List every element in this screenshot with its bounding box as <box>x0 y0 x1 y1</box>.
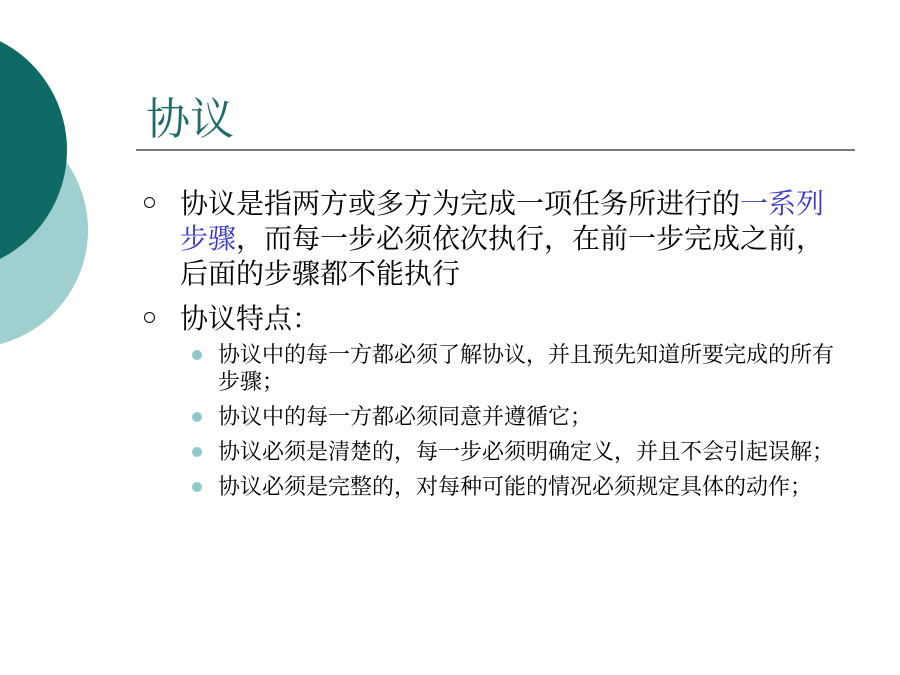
feature-item <box>142 342 838 396</box>
features-heading: 协议特点： <box>180 302 321 335</box>
feature-item <box>142 439 838 466</box>
slide-content <box>142 186 852 509</box>
title-divider <box>136 149 855 151</box>
feature-text: 协议必须是完整的，对每种可能的情况必须规定具体的动作； <box>218 475 813 500</box>
feature-text: 协议中的每一方都必须同意并遵循它； <box>218 405 593 430</box>
dot-bullet-icon <box>192 350 202 360</box>
dot-bullet-icon <box>192 482 202 492</box>
bullet-features <box>142 301 852 336</box>
feature-item <box>142 474 838 501</box>
definition-text-start: 协议是指两方或多方为完成一项任务所进行的 <box>180 187 741 220</box>
hollow-circle-bullet-icon <box>144 312 155 323</box>
dot-bullet-icon <box>192 412 202 422</box>
slide-title: 协议 <box>146 94 234 145</box>
dot-bullet-icon <box>192 447 202 457</box>
bullet-definition <box>142 186 852 291</box>
definition-highlight: 一系列步骤 <box>180 187 825 255</box>
hollow-circle-bullet-icon <box>144 197 155 208</box>
feature-item <box>142 404 838 431</box>
feature-text: 协议必须是清楚的，每一步必须明确定义，并且不会引起误解； <box>218 440 835 465</box>
definition-text-end: ，而每一步必须依次执行，在前一步完成之前，后面的步骤都不能执行 <box>180 222 825 290</box>
feature-text: 协议中的每一方都必须了解协议，并且预先知道所要完成的所有步骤； <box>218 343 835 395</box>
